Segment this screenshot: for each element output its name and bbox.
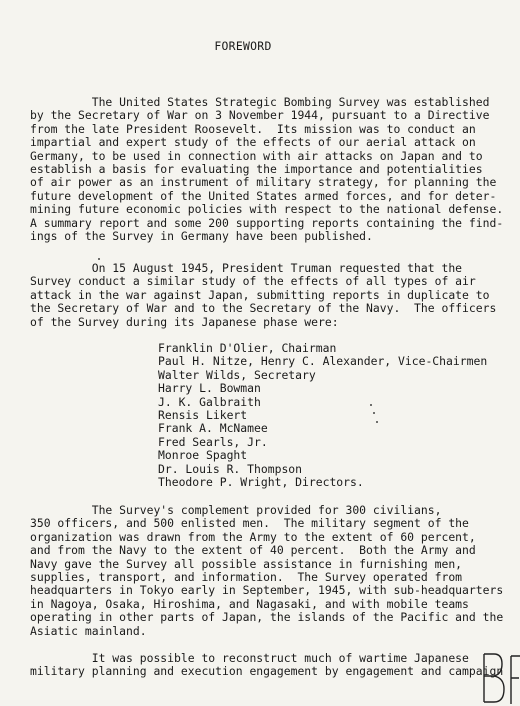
text-line: Fred Searls, Jr. bbox=[158, 434, 268, 449]
paragraph-1 bbox=[30, 96, 503, 243]
text-line: operating in other parts of Japan, the islands of the Pacific and the bbox=[30, 610, 504, 625]
text-line: Harry L. Bowman bbox=[158, 381, 261, 396]
text-line: organization was drawn from the Army to the extent of 60 percent, bbox=[30, 529, 476, 544]
text-line: Navy gave the Survey all possible assistance in furnishing men, bbox=[30, 556, 463, 571]
text-line: impartial and expert study of the effects of our aerial attack on bbox=[30, 135, 476, 150]
text-line: Germany, to be used in connection with air attacks on Japan and to bbox=[30, 148, 483, 163]
text-line: the Secretary of War and to the Secretary of the Navy. The officers bbox=[30, 301, 497, 316]
text-line: attack in the war against Japan, submitting reports in duplicate to bbox=[30, 287, 490, 302]
text-line: of the Survey during its Japanese phase were: bbox=[30, 314, 339, 329]
page-title: FOREWORD bbox=[214, 39, 272, 53]
text-line: Frank A. McNamee bbox=[158, 421, 268, 436]
text-line: A summary report and some 200 supporting reports containing the find- bbox=[30, 215, 504, 230]
text-line: supplies, transport, and information. The Survey operated from bbox=[30, 569, 463, 584]
text-line: in Nagoya, Osaka, Hiroshima, and Nagasaki, and with mobile teams bbox=[30, 596, 469, 611]
text-line: of air power as an instrument of military strategy, for planning the bbox=[30, 175, 497, 190]
stamp-letters-mark bbox=[482, 646, 520, 706]
scan-speck bbox=[373, 412, 375, 414]
paragraph-4 bbox=[30, 652, 503, 679]
paragraph-2 bbox=[30, 262, 496, 329]
text-line: Paul H. Nitze, Henry C. Alexander, Vice-Chairmen bbox=[158, 354, 488, 369]
text-line: The United States Strategic Bombing Survey was established bbox=[30, 95, 490, 109]
text-line: Walter Wilds, Secretary bbox=[158, 367, 316, 382]
scan-speck bbox=[376, 421, 378, 423]
text-line: establish a basis for evaluating the importance and potentialities bbox=[30, 161, 483, 176]
text-line: Rensis Likert bbox=[158, 407, 248, 422]
text-line: Franklin D'Olier, Chairman bbox=[158, 341, 337, 355]
text-line: Dr. Louis R. Thompson bbox=[158, 461, 303, 476]
scan-speck bbox=[370, 404, 372, 406]
text-line: The Survey's complement provided for 300 civilians, bbox=[30, 503, 442, 517]
scan-speck bbox=[98, 258, 100, 260]
text-line: Survey conduct a similar study of the effects of all types of air bbox=[30, 274, 476, 289]
text-line: by the Secretary of War on 3 November 1944, pursuant to a Directive bbox=[30, 108, 490, 123]
text-line: future development of the United States armed forces, and for deter- bbox=[30, 188, 497, 203]
text-line: It was possible to reconstruct much of wartime Japanese bbox=[30, 651, 469, 665]
text-line: mining future economic policies with respect to the national defense. bbox=[30, 202, 504, 217]
text-line: 350 officers, and 500 enlisted men. The military segment of the bbox=[30, 516, 469, 531]
officers-list bbox=[158, 342, 487, 489]
text-line: and from the Navy to the extent of 40 percent. Both the Army and bbox=[30, 543, 476, 558]
text-line: Theodore P. Wright, Directors. bbox=[158, 474, 364, 489]
text-line: from the late President Roosevelt. Its mission was to conduct an bbox=[30, 121, 476, 136]
text-line: headquarters in Tokyo early in September, 1945, with sub-headquarters bbox=[30, 583, 504, 598]
text-line: Monroe Spaght bbox=[158, 448, 248, 463]
text-line: military planning and execution engagement by engagement and campaign bbox=[30, 664, 504, 679]
text-line: ings of the Survey in Germany have been published. bbox=[30, 228, 373, 243]
text-line: On 15 August 1945, President Truman requested that the bbox=[30, 261, 463, 275]
text-line: J. K. Galbraith bbox=[158, 394, 261, 409]
paragraph-3 bbox=[30, 504, 503, 638]
text-line: Asiatic mainland. bbox=[30, 623, 147, 638]
